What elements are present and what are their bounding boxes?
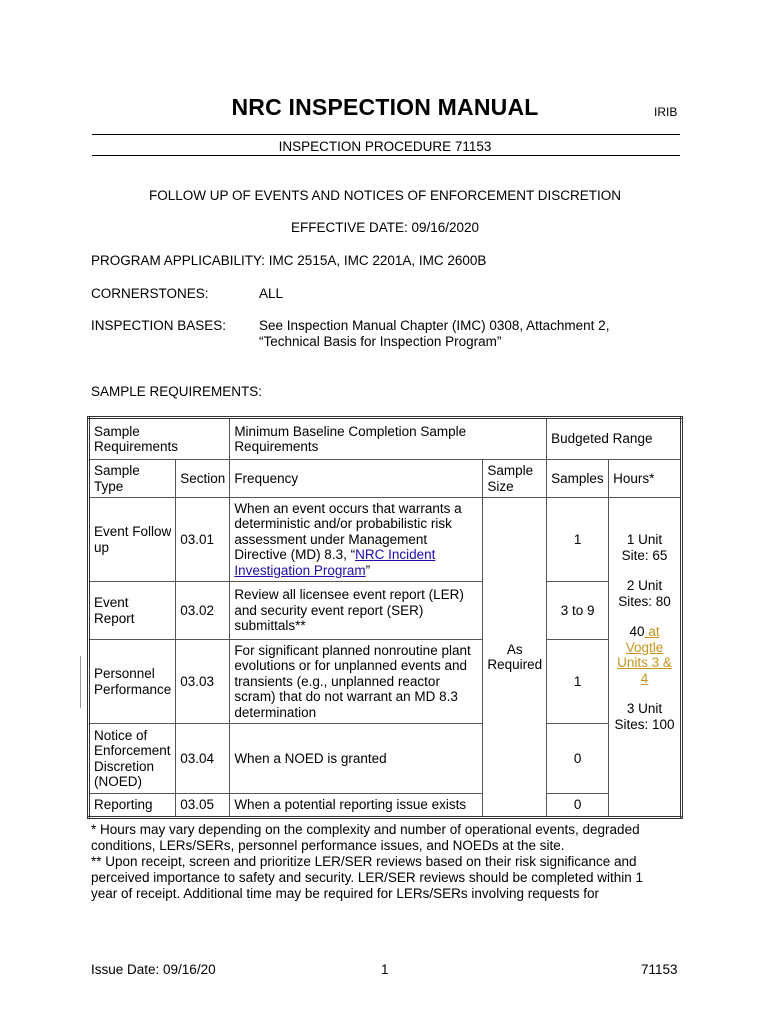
header-rule-bottom — [92, 155, 680, 156]
inspection-bases-value — [259, 318, 609, 350]
header-min-baseline: Minimum Baseline Completion Sample Requirements — [230, 418, 547, 460]
header-budgeted-range: Budgeted Range — [547, 418, 682, 460]
table-row — [89, 724, 682, 794]
program-applicability: PROGRAM APPLICABILITY: IMC 2515A, IMC 2201A, IMC 2600B — [91, 253, 487, 268]
frequency-text: When an event occurs that warrants a deterministic and/or probabilistic risk assessment under Management Directive (MD) 8.3, “ — [234, 500, 462, 563]
samples-cell: 1 — [547, 498, 609, 582]
samples-cell: 0 — [547, 724, 609, 794]
section-cell: 03.01 — [176, 498, 230, 582]
org-code: IRIB — [654, 105, 678, 119]
hours-cell — [609, 498, 682, 818]
frequency-tail: ” — [365, 562, 371, 578]
sample-requirements-table — [87, 416, 683, 819]
procedure-title: FOLLOW UP OF EVENTS AND NOTICES OF ENFORCEMENT DISCRETION — [148, 188, 622, 203]
header-rule-top — [92, 134, 680, 135]
frequency-cell: When a NOED is granted — [230, 724, 483, 794]
document-number: 71153 — [641, 962, 678, 977]
hours-vogtle-number: 40 — [629, 624, 645, 639]
section-cell: 03.02 — [176, 582, 230, 640]
procedure-number: INSPECTION PROCEDURE 71153 — [278, 139, 492, 154]
header-sample-type: Sample Type — [89, 460, 176, 498]
inspection-bases-line1: See Inspection Manual Chapter (IMC) 0308, Attachment 2, — [259, 318, 610, 333]
manual-title: NRC INSPECTION MANUAL — [231, 94, 539, 120]
samples-cell: 0 — [547, 794, 609, 818]
hours-two-unit: 2 Unit Sites: 80 — [618, 578, 671, 609]
sample-type-cell: Event Report — [89, 582, 176, 640]
sample-size-cell: As Required — [483, 498, 547, 818]
table-row — [89, 640, 682, 724]
header-samples: Samples — [547, 460, 609, 498]
vogtle-units-link[interactable]: at Vogtle Units 3 & 4 — [617, 624, 672, 686]
page-number: 1 — [381, 962, 389, 977]
header-frequency: Frequency — [230, 460, 483, 498]
effective-date: EFFECTIVE DATE: 09/16/2020 — [290, 220, 480, 235]
footnote-ler-ser: ** Upon receipt, screen and prioritize LER/SER reviews based on their risk significance and perceived importance to safety and security. LER/SER reviews should be completed within 1 year of receipt. Additional time may be required for LERs/SERs involving requests for — [91, 854, 644, 901]
table-row — [89, 582, 682, 640]
hours-one-unit: 1 Unit Site: 65 — [621, 532, 668, 563]
section-cell: 03.05 — [176, 794, 230, 818]
header-sample-requirements: Sample Requirements — [89, 418, 230, 460]
table-row — [89, 794, 682, 818]
sample-requirements-heading: SAMPLE REQUIREMENTS: — [91, 384, 263, 399]
sample-type-cell: Reporting — [89, 794, 176, 818]
inspection-bases-label: INSPECTION BASES: — [91, 318, 227, 333]
header-hours: Hours* — [609, 460, 682, 498]
margin-mark — [80, 656, 81, 708]
cornerstones-value: ALL — [259, 286, 284, 301]
table-header-row-1 — [89, 418, 682, 460]
sample-type-cell: Notice of Enforcement Discretion (NOED) — [89, 724, 176, 794]
section-cell: 03.03 — [176, 640, 230, 724]
frequency-cell: When a potential reporting issue exists — [230, 794, 483, 818]
inspection-bases-line2: “Technical Basis for Inspection Program” — [259, 334, 502, 349]
issue-date: Issue Date: 09/16/20 — [91, 962, 216, 977]
section-cell: 03.04 — [176, 724, 230, 794]
table-header-row-2 — [89, 460, 682, 498]
header-sample-size: Sample Size — [483, 460, 547, 498]
cornerstones-label: CORNERSTONES: — [91, 286, 209, 301]
hours-three-unit: 3 Unit Sites: 100 — [614, 701, 675, 732]
table-row — [89, 498, 682, 582]
sample-type-cell: Personnel Performance — [89, 640, 176, 724]
sample-type-cell: Event Follow up — [89, 498, 176, 582]
samples-cell: 1 — [547, 640, 609, 724]
samples-cell: 3 to 9 — [547, 582, 609, 640]
footnote-hours: * Hours may vary depending on the complexity and number of operational events, degraded conditions, LERs/SERs, personnel performance issues, and NOEDs at the site. — [91, 822, 640, 853]
footnotes — [91, 822, 671, 902]
frequency-cell: Review all licensee event report (LER) and security event report (SER) submittals** — [230, 582, 483, 640]
header-section: Section — [176, 460, 230, 498]
frequency-cell — [230, 498, 483, 582]
frequency-cell: For significant planned nonroutine plant evolutions or for unplanned events and transients (e.g., unplanned reactor scram) that do not warrant an MD 8.3 determination — [230, 640, 483, 724]
nrc-incident-investigation-link[interactable]: NRC Incident Investigation Program — [234, 547, 436, 578]
hours-vogtle — [613, 624, 676, 686]
